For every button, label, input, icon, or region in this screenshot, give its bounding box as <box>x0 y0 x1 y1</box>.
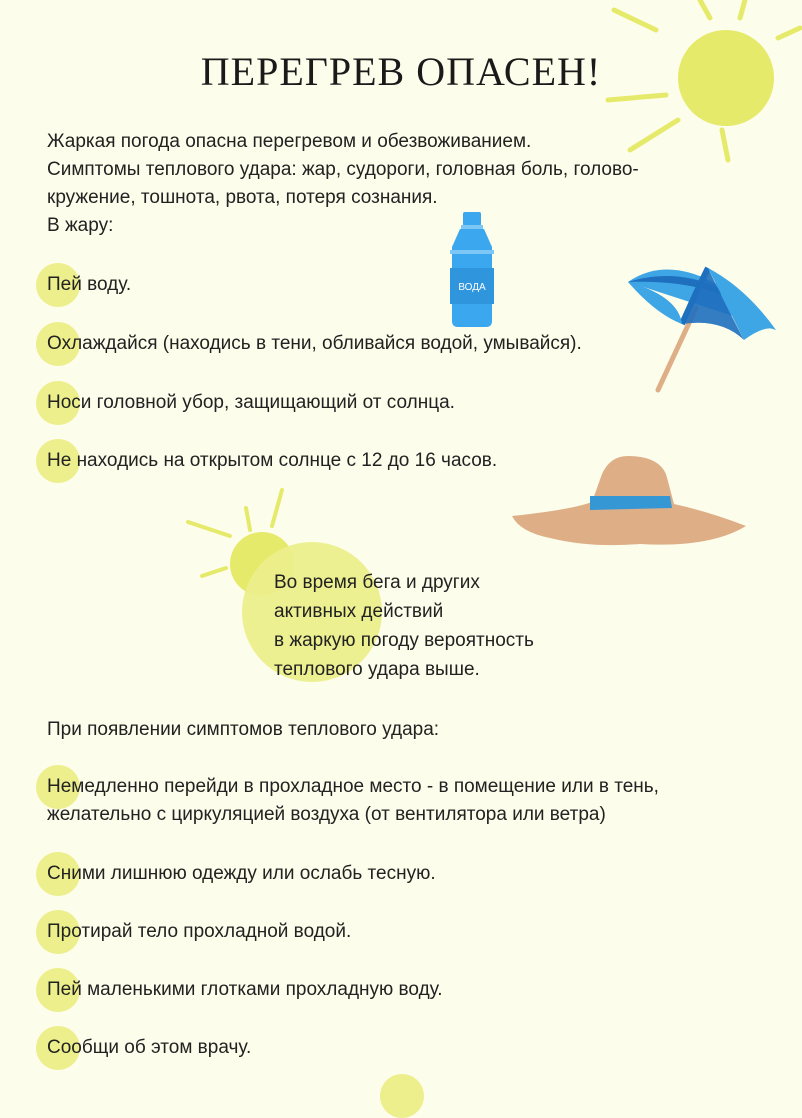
note-line: Во время бега и других <box>274 572 480 593</box>
action-tell-doctor: Сообщи об этом врачу. <box>47 1037 252 1058</box>
action-wipe-body: Протирай тело прохладной водой. <box>47 921 352 942</box>
intro-line: кружение, тошнота, рвота, потеря сознания. <box>47 187 438 208</box>
page-title: ПЕРЕГРЕВ ОПАСЕН! <box>200 49 602 94</box>
tip-wear-hat: Носи головной убор, защищающий от солнца. <box>47 392 455 413</box>
action-sip-water: Пей маленькими глотками прохладную воду. <box>47 979 443 1000</box>
action-line: желательно с циркуляцией воздуха (от вентилятора или ветра) <box>47 804 606 825</box>
water-bottle-icon <box>446 210 498 330</box>
action-remove-clothes: Сними лишнюю одежду или ослабь тесную. <box>47 863 436 884</box>
note-line: активных действий <box>274 601 444 622</box>
intro-text <box>47 128 747 240</box>
note-line: теплового удара выше. <box>274 659 480 680</box>
intro-line: Симптомы теплового удара: жар, судороги, головная боль, голово- <box>47 159 639 180</box>
symptoms-heading: При появлении симптомов теплового удара: <box>47 719 440 740</box>
note-line: в жаркую погоду вероятность <box>274 630 534 651</box>
action-line: Немедленно перейди в прохладное место - в помещение или в тень, <box>47 776 659 797</box>
tip-cool-down: Охлаждайся (находись в тени, обливайся водой, умывайся). <box>47 333 582 354</box>
bottle-label: ВОДА <box>458 282 486 293</box>
beach-umbrella-icon <box>626 248 782 394</box>
tip-avoid-sun: Не находись на открытом солнце с 12 до 16 часов. <box>47 450 498 471</box>
sun-hat-icon <box>510 452 748 552</box>
bullet-dot <box>380 1074 424 1118</box>
intro-line: Жаркая погода опасна перегревом и обезвоживанием. <box>47 131 532 152</box>
running-note <box>274 568 534 684</box>
intro-line: В жару: <box>47 215 114 236</box>
action-move-to-cool-place <box>47 773 659 829</box>
tip-drink-water: Пей воду. <box>47 274 132 295</box>
